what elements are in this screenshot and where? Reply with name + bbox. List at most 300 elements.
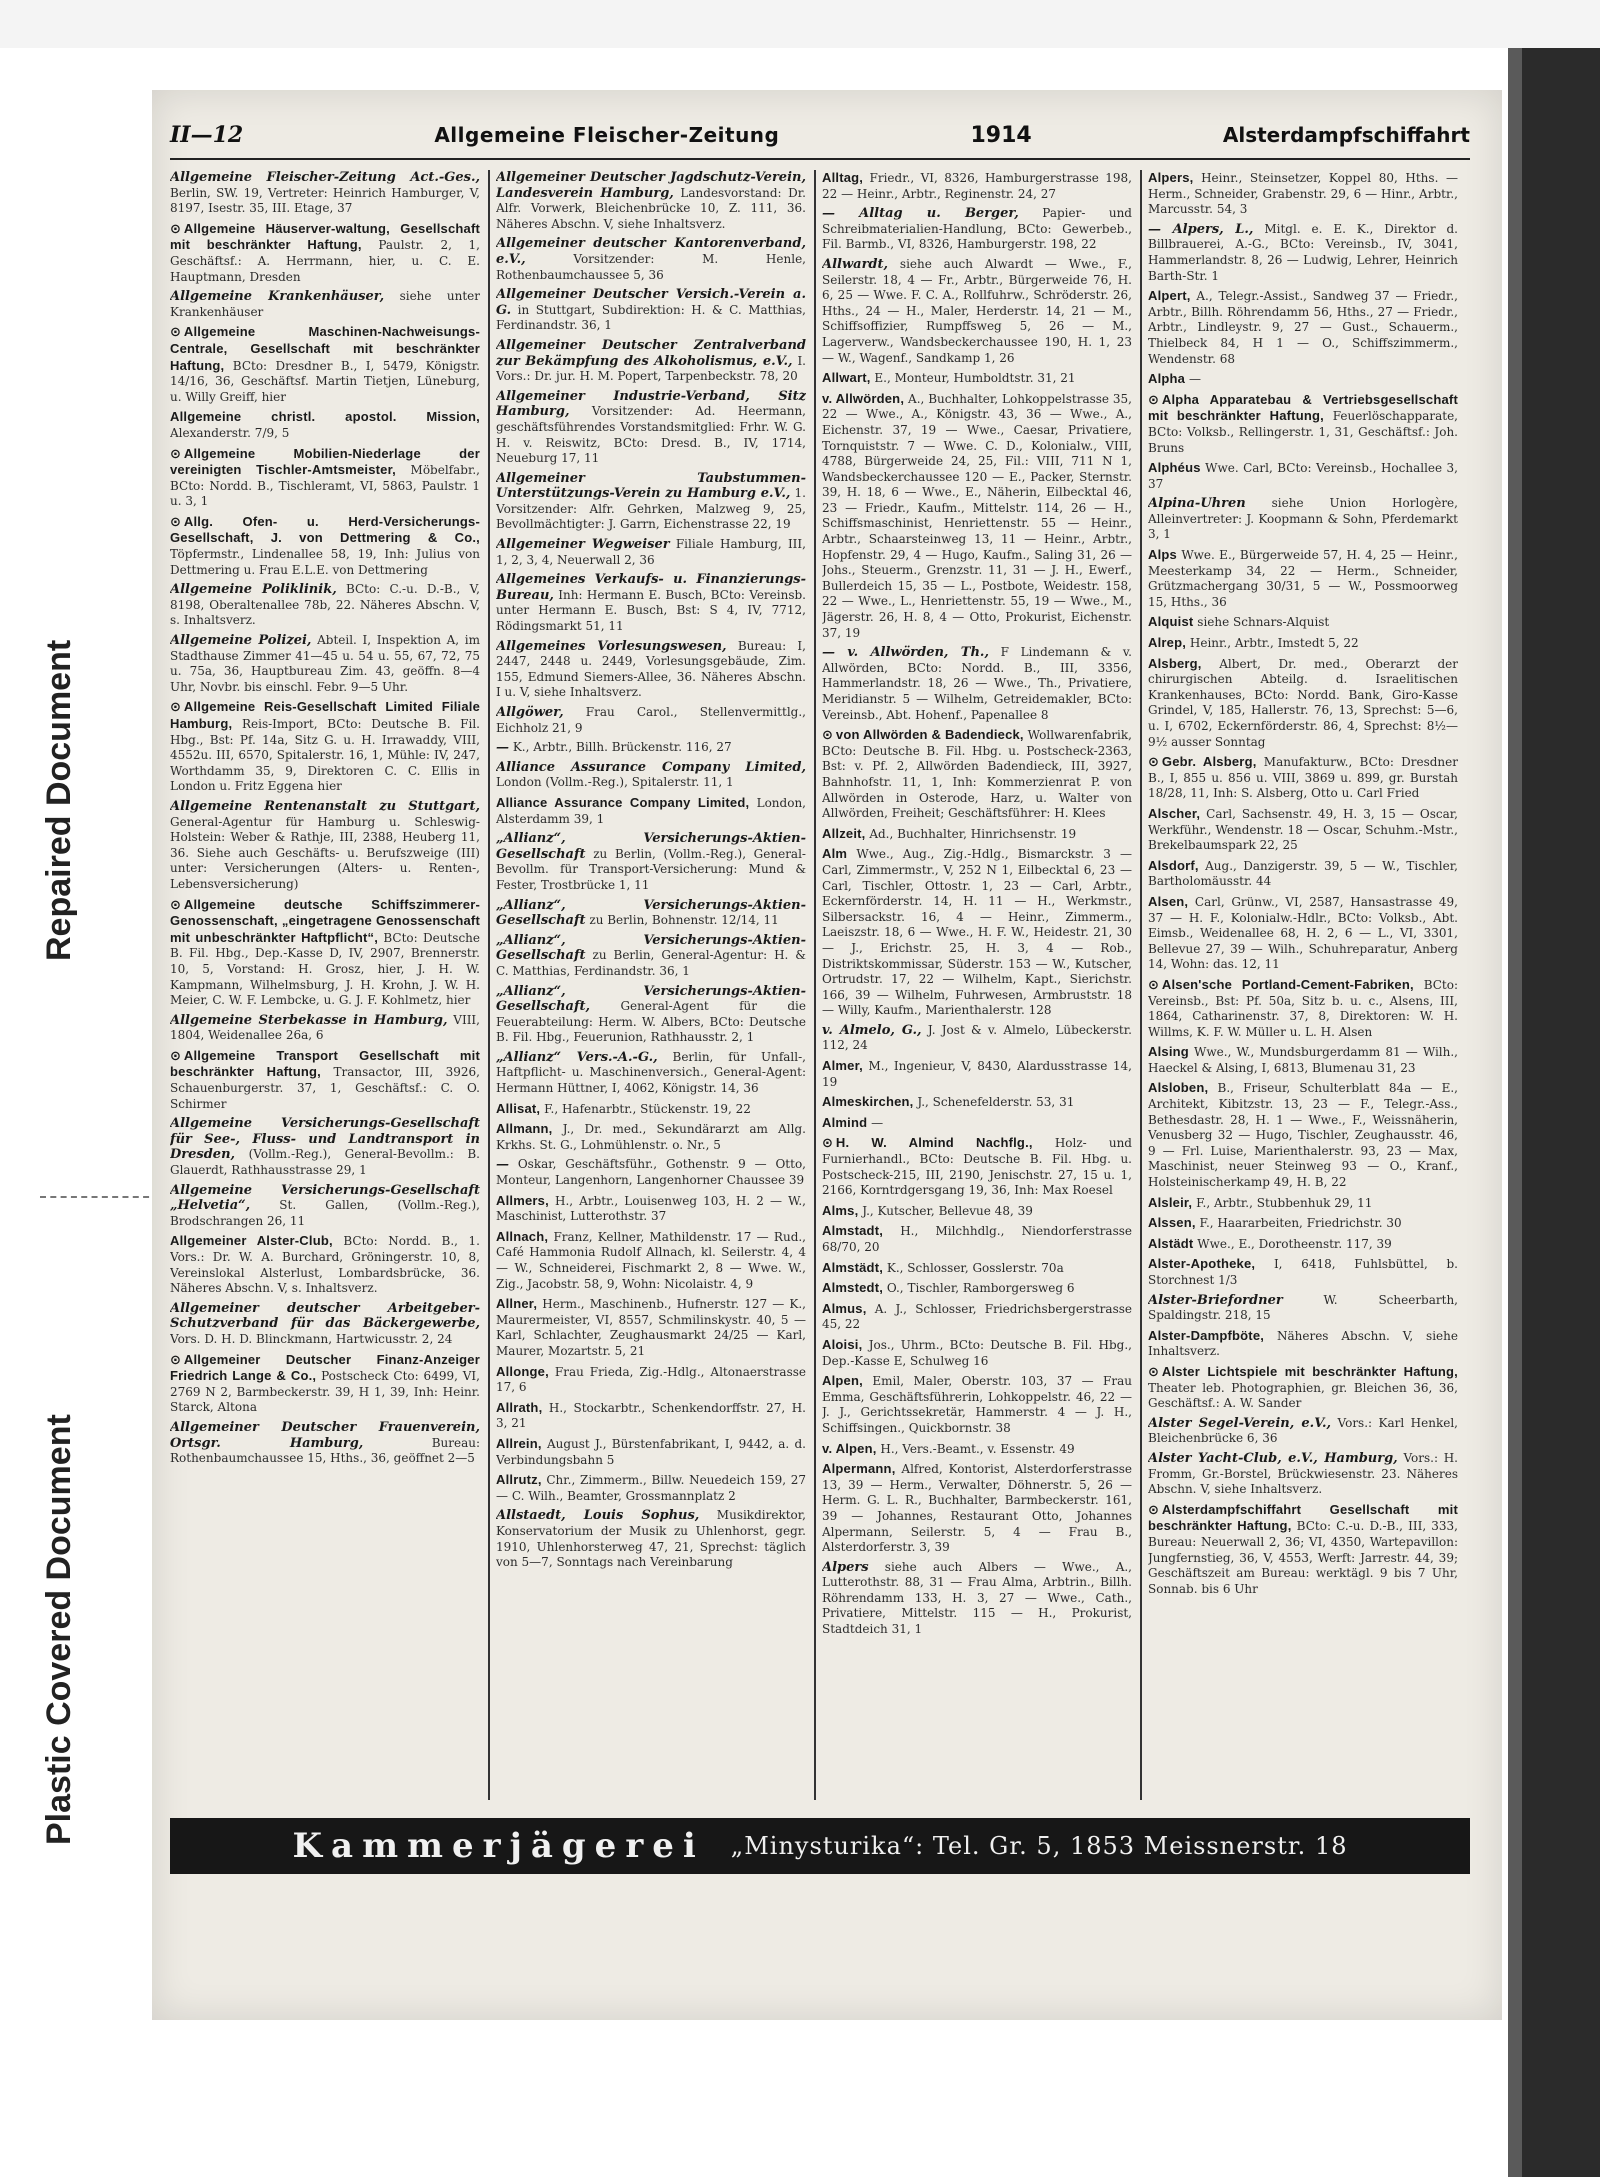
entry-text: Holz- und Furnierhandl., BCto: Deutsche B. Fil. Hbg. u. Postscheck-215, III, 2190, Jenischstr. 27, 15 u. 1, 2166, Korntrdgersgang 19, 36, Inh: Max Roesel <box>822 1136 1132 1198</box>
directory-entry <box>822 1560 1132 1638</box>
entry-heading: Gebr. Alsberg, <box>1161 754 1257 770</box>
entry-heading: Alpen, <box>822 1373 863 1389</box>
directory-entry <box>496 1508 806 1570</box>
directory-entry <box>822 846 1132 1019</box>
directory-columns <box>170 170 1472 1800</box>
footer-advertisement <box>170 1818 1470 1874</box>
directory-entry <box>170 1420 480 1467</box>
entry-heading: Alpert, <box>1148 288 1191 304</box>
directory-entry <box>170 324 480 405</box>
directory-entry <box>496 389 806 467</box>
entry-heading: Alster-Dampfböte, <box>1148 1327 1265 1343</box>
entry-text: Bureau: Rothenbaumchaussee 15, Hths., 36, geöffnet 2—5 <box>170 1435 480 1466</box>
entry-text: August J., Bürstenfabrikant, I, 9442, a. d. Verbindungsbahn 5 <box>496 1436 806 1467</box>
directory-entry <box>822 1441 1132 1458</box>
circle-marker-icon: ⊙ <box>1148 392 1159 408</box>
circle-marker-icon: ⊙ <box>822 728 833 744</box>
entry-text: Theater leb. Photographien, gr. Bleichen 36, 36, Geschäftsf.: A. W. Sander <box>1148 1380 1458 1411</box>
entry-heading: — Alltag u. Berger, <box>822 206 1019 222</box>
directory-entry <box>1148 977 1458 1040</box>
entry-text: Albert, Dr. med., Oberarzt der chirurgischen Abteilg. d. Israelitischen Krankenhauses, BCto: Nordd. Bank, Giro-Kasse Grindel, V, 185, Hallerstr. 76, 13, Sprechst: 5—6, u. I, 6702, Eckernförderstr. 86, 4, Sprechst: 8½—9½ ausser Sonntag <box>1148 656 1458 749</box>
entry-heading: Allgemeine Sterbekasse in Hamburg, <box>170 1012 448 1028</box>
directory-entry <box>1148 894 1458 973</box>
circle-marker-icon: ⊙ <box>170 1352 181 1368</box>
directory-entry <box>496 572 806 634</box>
entry-text: General-Agent für die Feuerabteilung: Herm. W. Albers, BCto: Deutsche B. Fil. Hbg., Feuerunion, Rathhausstr. 2, 1 <box>496 999 806 1045</box>
entry-text: Inh: Hermann E. Busch, BCto: Vereinsb. unter Hermann E. Busch, Bst: S 4, IV, 7712, Rödingsmarkt 51, 11 <box>496 587 806 634</box>
entry-text: A., Telegr.-Assist., Sandweg 37 — Friedr., Arbtr., Billh. Röhrendamm 56, Hths., 27 — Friedr., Arbtr., Lindleystr. 9, 27 — Gust., Schauerm., Thielbeck 84, H 1 — O., Schiffszimmerm., Wendenstr. 68 <box>1148 289 1458 366</box>
entry-heading: Allmann, <box>496 1121 553 1137</box>
entry-heading: Allgemeine Reis-Gesellschaft Limited Filiale Hamburg, <box>170 699 480 731</box>
entry-heading: Allgemeiner Deutscher Zentralverband zur Bekämpfung des Alkoholismus, e.V., <box>496 337 806 369</box>
directory-entry <box>496 1121 806 1153</box>
entry-heading: Allgemeine Polizei, <box>170 633 312 649</box>
entry-heading: Aloisi, <box>822 1336 863 1352</box>
column-rule <box>814 170 816 1800</box>
entry-text: Papier- und Schreibmaterialien-Handlung, BCto: Gewerbeb., Fil. Barmb., VI, 8326, Hamburgerstr. 198, 22 <box>822 206 1132 252</box>
circle-marker-icon: ⊙ <box>170 325 181 341</box>
column-3 <box>822 170 1132 1800</box>
entry-text: (Vollm.-Reg.), General-Bevollm.: B. Glauerdt, Rathhausstrasse 29, 1 <box>170 1147 480 1178</box>
entry-text: Wwe., E., Dorotheenstr. 117, 39 <box>1197 1236 1392 1251</box>
entry-heading: Alsleir, <box>1148 1194 1193 1210</box>
entry-heading: Almind <box>822 1114 868 1130</box>
circle-marker-icon: ⊙ <box>170 1048 181 1064</box>
entry-heading: Alster-Apotheke, <box>1148 1256 1256 1272</box>
entry-text: H., Vers.-Beamt., v. Essenstr. 49 <box>880 1441 1075 1456</box>
circle-marker-icon: ⊙ <box>1148 1502 1159 1518</box>
directory-entry <box>496 287 806 334</box>
entry-heading: Allwardt, <box>822 256 889 272</box>
directory-entry <box>496 338 806 385</box>
circle-marker-icon: ⊙ <box>822 1136 833 1152</box>
entry-heading: — v. Allwörden, Th., <box>822 645 989 661</box>
directory-entry <box>1148 1215 1458 1232</box>
directory-entry <box>496 760 806 791</box>
directory-entry <box>496 898 806 929</box>
directory-entry <box>822 1260 1132 1277</box>
entry-heading: Alrep, <box>1148 635 1187 651</box>
directory-entry <box>1148 754 1458 802</box>
entry-text: siehe unter Krankenhäuser <box>170 289 480 319</box>
entry-text: Wwe. Carl, BCto: Vereinsb., Hochallee 3, 37 <box>1148 461 1458 491</box>
entry-text: Töpfermstr., Lindenallee 58, 19, Inh: Julius von Dettmering u. Frau E.L.E. von Dettmering <box>170 547 480 577</box>
circle-marker-icon: ⊙ <box>1148 977 1159 993</box>
directory-entry <box>1148 1451 1458 1498</box>
side-label-repaired: Repaired Document <box>40 639 78 961</box>
directory-entry <box>822 391 1132 642</box>
entry-heading: Allgemeiner Deutscher Versich.-Verein a. G. <box>496 287 806 318</box>
entry-heading: Alpers, <box>1148 170 1194 185</box>
entry-heading: Allnach, <box>496 1228 549 1244</box>
entry-text: Möbelfabr., BCto: Nordd. B., Tischleramt, VI, 5863, Paulstr. 1 u. 3, 1 <box>170 463 480 509</box>
entry-text: Reis-Import, BCto: Deutsche B. Fil. Hbg., Bst: Pf. 14a, Sitz G. u. H. Irrawaddy, VIII, 4552u. III, 6570, Spitalerstr. 16, 1, Mühle: IV, 247, Worthdamm 35, 9, Direktoren C. C. Ellis in London u. Fritz Eggena hier <box>170 717 480 794</box>
header-last-entry: Alsterdampfschiffahrt <box>1222 123 1470 147</box>
entry-heading: — <box>496 740 509 756</box>
entry-heading: Allgemeines Vorlesungswesen, <box>496 638 727 654</box>
entry-text: Wollwarenfabrik, BCto: Deutsche B. Fil. Hbg. u. Postscheck-2363, Bst: v. Pf. 2, Allwörden Badendieck, III, 3927, Bahnhofstr. 11, 1, Inh: Kommerzienrat P. von Allwörden in Osterode, Harz, u. Walter von Allwörden, Freiheit; Geschäftsführer: H. Klees <box>822 728 1132 821</box>
entry-heading: Allgemeiner Wegweiser <box>496 537 670 553</box>
directory-entry <box>170 799 480 893</box>
entry-heading: Alps <box>1148 547 1177 563</box>
entry-heading: Alssen, <box>1148 1215 1196 1231</box>
directory-entry <box>822 826 1132 843</box>
entry-heading: Allzeit, <box>822 825 866 841</box>
entry-text: Berlin, für Unfall-, Haftpflicht- u. Maschinenversich., General-Agent: Hermann Hüttner, I, 4062, Königstr. 14, 36 <box>496 1049 806 1096</box>
entry-heading: „Allianz“, Versicherungs-Aktien-Gesellschaft <box>496 897 806 929</box>
entry-text: Näheres Abschn. V, siehe Inhaltsverz. <box>1148 1328 1458 1359</box>
entry-heading: Alpers <box>822 1559 869 1575</box>
scan-top-margin <box>0 0 1600 48</box>
entry-text: Frau Frieda, Zig.-Hdlg., Altonaerstrasse 17, 6 <box>496 1364 806 1395</box>
entry-text: Jos., Uhrm., BCto: Deutsche B. Fil. Hbg., Dep.-Kasse E, Schulweg 16 <box>822 1337 1132 1368</box>
entry-text: siehe auch Albers — Wwe., A., Lutterothstr. 88, 31 — Frau Alma, Arbtrin., Billh. Röhrendamm 133, H. 3, 27 — Wwe., Cath., Privatiere, Mittelstr. 115 — H., Prokurist, Stadtdeich 31, 1 <box>822 1559 1132 1637</box>
entry-heading: Alpha <box>1148 371 1186 387</box>
entry-text: J., Dr. med., Sekundärarzt am Allg. Krkhs. St. G., Lohmühlenstr. o. Nr., 5 <box>496 1122 806 1152</box>
entry-text: Feuerlöschapparate, BCto: Volksb., Rellingerstr. 1, 31, Geschäftsf.: Joh. Bruns <box>1148 409 1458 455</box>
directory-entry <box>496 1436 806 1468</box>
entry-heading: Alsen'sche Portland-Cement-Fabriken, <box>1161 976 1414 992</box>
directory-entry <box>822 1115 1132 1132</box>
entry-heading: Alliance Assurance Company Limited, <box>496 759 806 775</box>
column-rule <box>1140 170 1142 1800</box>
entry-heading: Alster-Briefordner <box>1148 1292 1283 1308</box>
entry-text: Vors. D. H. D. Blinckmann, Hartwicusstr. 2, 24 <box>170 1331 453 1346</box>
entry-heading: Allstaedt, Louis Sophus, <box>496 1508 700 1524</box>
entry-heading: Allmers, <box>496 1192 549 1208</box>
directory-entry <box>496 471 806 533</box>
entry-heading: von Allwörden & Badendieck, <box>835 727 1024 743</box>
entry-text: zu Berlin, (Vollm.-Reg.), General-Bevollm. für Transport-Versicherung: Mund & Fester, Trostbrücke 1, 11 <box>496 846 806 892</box>
entry-text: Postscheck Cto: 6499, VI, 2769 N 2, Barmbeckerstr. 39, H 1, 39, Inh: Heinr. Starck, Altona <box>170 1369 480 1415</box>
running-header <box>170 122 1470 160</box>
entry-text: Vorsitzender: Ad. Heermann, geschäftsführendes Vorstandsmitglied: Frhr. W. G. H. v. Reiswitz, BCto: Dresd. B., IV, 1714, Neueburg 17, 11 <box>496 404 806 466</box>
directory-entry <box>496 236 806 283</box>
directory-entry <box>496 1101 806 1118</box>
entry-text: Ad., Buchhalter, Hinrichsenstr. 19 <box>869 826 1077 841</box>
directory-entry <box>1148 460 1458 492</box>
circle-marker-icon: ⊙ <box>170 897 181 913</box>
entry-heading: Allgemeine Mobilien-Niederlage der vereinigten Tischler-Amtsmeister, <box>170 445 480 478</box>
directory-entry <box>170 582 480 629</box>
entry-text: Aug., Danzigerstr. 39, 5 — W., Tischler, Bartholomäusstr. 44 <box>1148 858 1458 889</box>
circle-marker-icon: ⊙ <box>170 700 181 716</box>
directory-entry <box>822 206 1132 253</box>
directory-entry <box>496 1472 806 1504</box>
directory-entry <box>1148 1236 1458 1253</box>
entry-heading: Alster Segel-Verein, e.V., <box>1148 1415 1332 1431</box>
directory-entry <box>822 1023 1132 1054</box>
entry-heading: Almeskirchen, <box>822 1094 914 1110</box>
entry-heading: Allgemeine Rentenanstalt zu Stuttgart, <box>170 798 480 814</box>
entry-heading: Allgemeiner Deutscher Finanz-Anzeiger Friedrich Lange & Co., <box>170 1351 480 1384</box>
entry-heading: Alpha Apparatebau & Vertriebsgesellschaft mit beschränkter Haftung, <box>1148 391 1458 424</box>
entry-heading: Alsing <box>1148 1044 1189 1060</box>
directory-entry <box>496 1400 806 1432</box>
entry-heading: Allgemeine deutsche Schiffszimmerer-Genossenschaft, „eingetragene Genossenschaft mit unbeschränkter Haftpflicht“, <box>170 896 480 945</box>
directory-entry <box>822 1058 1132 1090</box>
entry-text: siehe Schnars-Alquist <box>1197 615 1330 630</box>
directory-entry <box>1148 1080 1458 1190</box>
entry-heading: Alsloben, <box>1148 1080 1209 1096</box>
directory-entry <box>1148 635 1458 652</box>
directory-entry <box>1148 858 1458 890</box>
entry-heading: Allwart, <box>822 370 871 386</box>
entry-text: London, Alsterdamm 39, 1 <box>496 795 806 826</box>
entry-text: F., Haararbeiten, Friedrichstr. 30 <box>1199 1216 1402 1231</box>
directory-entry <box>496 1364 806 1396</box>
directory-entry <box>170 409 480 441</box>
entry-text: O., Tischler, Ramborgersweg 6 <box>886 1281 1075 1296</box>
directory-entry <box>1148 656 1458 751</box>
directory-entry <box>1148 371 1458 388</box>
entry-text: siehe Union Horlogère, Alleinvertreter: J. Koopmann & Sohn, Pferdemarkt 3, 1 <box>1148 496 1458 542</box>
entry-text: Frau Carol., Stellenvermittlg., Eichholz 21, 9 <box>496 705 806 735</box>
entry-heading: Alsen, <box>1148 893 1189 909</box>
entry-text: E., Monteur, Humboldtstr. 31, 21 <box>874 371 1076 386</box>
entry-text: Transactor, III, 3926, Schauenburgerstr. 37, 1, Geschäftsf.: C. O. Schirmer <box>170 1065 480 1111</box>
header-year: 1914 <box>970 123 1032 148</box>
entry-heading: Almer, <box>822 1058 863 1074</box>
side-label-plastic: Plastic Covered Document <box>40 1414 78 1846</box>
entry-text: London (Vollm.-Reg.), Spitalerstr. 11, 1 <box>496 775 734 790</box>
directory-entry <box>1148 1364 1458 1412</box>
entry-heading: Alsterdampfschiffahrt Gesellschaft mit beschränkter Haftung, <box>1148 1501 1458 1534</box>
scanned-page <box>152 90 1502 2020</box>
entry-text: I. Vors.: Dr. jur. H. M. Popert, Tarpenbeckstr. 78, 20 <box>496 353 806 384</box>
entry-text: siehe auch Alwardt — Wwe., F., Seilerstr. 18, 4 — Fr., Arbtr., Bürgerweide 76, H. 6, 25 — Wwe. F. C. A., Rollfuhrw., Schröderstr. 26, Hths., 24 — H., Maler, Herderstr. 14, 21 — M., Schiffsoffizier, Rumpffsweg 5, 26 — M., Lagerverw., Wandsbeckerchaussee 190, H. 1, 23 — W., Wagenf., Sandkamp 1, 26 <box>822 256 1132 365</box>
entry-text: Vorsitzender: M. Henle, Rothenbaumchaussee 5, 36 <box>496 251 806 282</box>
ad-title: Kammerjägerei <box>292 1826 705 1866</box>
entry-text: Mitgl. e. E. K., Direktor d. Billbrauerei, A.-G., BCto: Vereinsb., IV, 3041, Hammerlandstr. 8, 26 — Ludwig, Lehrer, Heinrich Barth-Str. 1 <box>1148 221 1458 283</box>
entry-heading: Almstadt, <box>822 1223 884 1239</box>
entry-heading: Alquist <box>1148 614 1194 630</box>
entry-heading: Almstädt, <box>822 1259 884 1275</box>
entry-text: Heinr., Arbtr., Imstedt 5, 22 <box>1189 636 1359 651</box>
entry-text: BCto: Dresdner B., I, 5479, Königstr. 14/16, 36, Geschäftsf. Martin Tietjen, Lüneburg, u. Willy Greiff, hier <box>170 358 480 404</box>
entry-text: General-Agentur für Hamburg u. Schleswig-Holstein: Weber & Rathje, III, 2388, Heuberg 11, 36. Siehe auch Geschäfts- u. Berufszweige (III) unter: Versicherungen (Alters- u. Renten-, Lebensversicherung) <box>170 814 480 891</box>
entry-heading: „Allianz“, Versicherungs-Aktien-Gesellschaft <box>496 932 806 964</box>
entry-text: Carl, Grünw., VI, 2587, Hansastrasse 49, 37 — H. F., Kolonialw.-Hdlr., BCto: Volksb., Abt. Eimsb., Weidenallee 68, H. 2, 6 — L., VI, 3301, Bellevue 27, 39 — Wilh., Schuhreparatur, Anberg 14, Wohn: das. 12, 11 <box>1148 894 1458 972</box>
entry-text: Berlin, SW. 19, Vertreter: Heinrich Hamburger, V, 8197, Isestr. 35, III. Etage, 37 <box>170 185 480 216</box>
entry-text: M., Ingenieur, V, 8430, Alardusstrasse 14, 19 <box>822 1059 1132 1089</box>
directory-entry <box>170 1183 480 1230</box>
directory-entry <box>170 1116 480 1178</box>
directory-entry <box>496 705 806 736</box>
directory-entry <box>822 727 1132 822</box>
entry-text: F., Hafenarbtr., Stückenstr. 19, 22 <box>544 1101 751 1116</box>
entry-text: Vors.: Karl Henkel, Bleichenbrücke 6, 36 <box>1148 1415 1458 1446</box>
entry-heading: Alpina-Uhren <box>1148 496 1246 512</box>
directory-entry <box>1148 288 1458 367</box>
entry-heading: Almstedt, <box>822 1280 884 1296</box>
directory-entry <box>496 639 806 701</box>
directory-entry <box>496 1050 806 1097</box>
directory-entry <box>496 1229 806 1292</box>
entry-heading: Allgemeiner deutscher Arbeitgeber-Schutzverband für das Bäckergewerbe, <box>170 1300 480 1332</box>
entry-text: J., Schenefelderstr. 53, 31 <box>917 1095 1075 1110</box>
entry-text: Abteil. I, Inspektion A, im Stadthause Zimmer 41—45 u. 54 u. 55, 67, 72, 75 u. 75a, 36, Hauptbureau Zim. 43, geöffn. 8—4 Uhr, Novbr. bis einschl. Febr. 9—5 Uhr. <box>170 633 480 694</box>
entry-heading: Allgemeiner Industrie-Verband, Sitz Hamburg, <box>496 388 806 420</box>
entry-heading: Allgemeine christl. apostol. Mission, <box>170 409 480 425</box>
entry-heading: Alpermann, <box>822 1461 896 1477</box>
entry-text: K., Schlosser, Gosslerstr. 70a <box>886 1260 1064 1275</box>
scan-dark-edge <box>1520 48 1600 2177</box>
directory-entry <box>1148 1195 1458 1212</box>
entry-text: Bureau: I, 2447, 2448 u. 2449, Vorlesungsgebäude, Zim. 155, Edmund Siemers-Allee, 36. Näheres Abschn. I u. V, siehe Inhaltsverz. <box>496 638 806 700</box>
entry-heading: Allgemeine Versicherungs-Gesellschaft „Helvetia“, <box>170 1182 480 1214</box>
directory-entry <box>822 257 1132 366</box>
directory-entry <box>170 1352 480 1416</box>
directory-entry <box>496 933 806 980</box>
directory-entry <box>1148 614 1458 631</box>
directory-entry <box>822 370 1132 387</box>
directory-entry <box>822 1203 1132 1220</box>
entry-text: J. Jost & v. Almelo, Lübeckerstr. 112, 24 <box>822 1022 1132 1053</box>
entry-text: St. Gallen, (Vollm.-Reg.), Brodschrangen 26, 11 <box>170 1198 480 1228</box>
directory-entry <box>822 1094 1132 1111</box>
entry-text: A., Buchhalter, Lohkoppelstrasse 35, 22 — Wwe., A., Königstr. 43, 36 — Wwe., A., Eichenstr. 37, 19 — Wwe., Caesar, Privatiere, Tornquiststr. 7 — Wwe. C. D., Kolonialw., VIII, 4788, Bürgerweide 24, 25, Fil.: VIII, 711 N 1, Wandsbeckerchaussee 120 — E., Packer, Sternstr. 39, H. 18, 6 — Wwe., E., Näherin, Eilbecktal 46, 23 — Friedr., Kaufm., Mittelstr. 114, 26 — H., Schiffsmaschinist, Henriettenstr. 55 — Heinr., Arbtr., Schaarsteinweg 13, 11 — Heinr., Arbtr., Hopfenstr. 29, 4 — Hugo, Kaufm., Saling 31, 26 — Johs., Steuerm., Grenzstr. 11, 31 — J. H., Ewerf., Bullerdeich 15, 35 — L., Postbote, Weidestr. 158, 22 — Wwe., L., Henriettenstr. 55, 19 — Wwe., M., Jägerstr. 26, H. 8, 4 — Otto, Prokurist, Eichenstr. 37, 19 <box>822 391 1132 640</box>
directory-entry <box>170 446 480 510</box>
directory-entry <box>822 1280 1132 1297</box>
directory-entry <box>822 1135 1132 1198</box>
column-4 <box>1148 170 1458 1800</box>
directory-entry <box>170 897 480 1009</box>
directory-entry <box>170 699 480 795</box>
directory-entry <box>170 633 480 695</box>
side-labels <box>40 520 130 1940</box>
column-2 <box>496 170 806 1800</box>
entry-text: Filiale Hamburg, III, 1, 2, 3, 4, Neuerwall 2, 36 <box>496 537 806 567</box>
entry-heading: Alsberg, <box>1148 655 1202 671</box>
directory-entry <box>1148 170 1458 218</box>
entry-text: — <box>871 1115 884 1130</box>
entry-text: Chr., Zimmerm., Billw. Neuedeich 159, 27 — C. Wilh., Beamter, Grossmannplatz 2 <box>496 1473 806 1503</box>
directory-entry <box>496 1296 806 1359</box>
column-rule <box>488 170 490 1800</box>
entry-text: BCto: Nordd. B., 1. Vors.: Dr. W. A. Burchard, Gröningerstr. 10, 8, Vereinslokal Alsterlust, Lombardsbrücke, 36. Näheres Abschn. V, s. Inhaltsverz. <box>170 1234 480 1296</box>
entry-text: zu Berlin, Bohnenstr. 12/14, 11 <box>589 913 779 928</box>
directory-entry <box>1148 806 1458 854</box>
entry-heading: Allgemeiner Deutscher Jagdschutz-Verein, Landesverein Hamburg, <box>496 170 806 201</box>
entry-text: H., Arbtr., Louisenweg 103, H. 2 — W., Maschinist, Lutterothstr. 37 <box>496 1193 806 1224</box>
directory-entry <box>496 170 806 232</box>
entry-heading: Allgemeiner deutscher Kantorenverband, e.V., <box>496 236 806 267</box>
directory-entry <box>496 1157 806 1188</box>
directory-entry <box>496 740 806 756</box>
entry-text: Manufakturw., BCto: Dresdner B., I, 855 u. 856 u. VIII, 3869 u. 899, gr. Burstah 18/28, 11, Inh: S. Alsberg, Otto u. Carl Fried <box>1148 755 1458 801</box>
entry-heading: „Allianz“ Vers.-A.-G., <box>496 1049 658 1065</box>
directory-entry <box>822 1373 1132 1436</box>
directory-entry <box>822 1223 1132 1255</box>
entry-text: Friedr., VI, 8326, Hamburgerstrasse 198, 22 — Heinr., Arbtr., Reginenstr. 24, 27 <box>822 171 1132 201</box>
entry-text: Alfred, Kontorist, Alsterdorferstrasse 13, 39 — Herm., Verwalter, Döhnerstr. 5, 26 — Herm. G. L. R., Buchhalter, Barmbeckerstr. 161, 39 — Johannes, Restaurant Otto, Johannes Alpermann, Seilerstr. 5, 4 — Frau B., Alsterdorferstr. 3, 39 <box>822 1462 1132 1555</box>
header-title: Allgemeine Fleischer-Zeitung <box>434 123 780 147</box>
entry-heading: Allgemeine Versicherungs-Gesellschaft für See-, Fluss- und Landtransport in Dresden, <box>170 1116 480 1163</box>
entry-heading: Alscher, <box>1148 805 1201 821</box>
entry-heading: Alphéus <box>1148 460 1201 476</box>
entry-heading: Alstädt <box>1148 1235 1194 1251</box>
entry-text: Vors.: H. Fromm, Gr.-Borstel, Brückwiesenstr. 23. Näheres Abschn. V, siehe Inhaltsverz. <box>1148 1450 1458 1497</box>
directory-entry <box>822 170 1132 202</box>
directory-entry <box>496 831 806 893</box>
entry-heading: Allgemeine Krankenhäuser, <box>170 289 385 305</box>
directory-entry <box>496 1193 806 1225</box>
entry-text: A. J., Schlosser, Friedrichsbergerstrasse 45, 22 <box>822 1301 1132 1332</box>
entry-heading: Allgemeine Poliklinik, <box>170 582 337 598</box>
entry-heading: — Alpers, L., <box>1148 221 1254 237</box>
circle-marker-icon: ⊙ <box>1148 1364 1159 1380</box>
entry-heading: Allgemeine Häuserver-waltung, Gesellschaft mit beschränkter Haftung, <box>170 220 480 253</box>
entry-heading: Alms, <box>822 1202 859 1218</box>
entry-heading: „Allianz“, Versicherungs-Aktien-Gesellschaft, <box>496 983 806 1015</box>
directory-entry <box>496 537 806 568</box>
entry-heading: v. Almelo, G., <box>822 1022 922 1038</box>
entry-heading: „Allianz“, Versicherungs-Aktien-Gesellschaft <box>496 831 806 862</box>
circle-marker-icon: ⊙ <box>1148 755 1159 771</box>
entry-text: in Stuttgart, Subdirektion: H. & C. Matthias, Ferdinandstr. 36, 1 <box>496 302 806 333</box>
circle-marker-icon: ⊙ <box>170 446 181 462</box>
directory-entry <box>170 514 480 578</box>
directory-entry <box>1148 1256 1458 1288</box>
entry-text: Heinr., Steinsetzer, Koppel 80, Hths. — Herm., Schneider, Grabenstr. 29, 6 — Hinr., Arbtr., Marcusstr. 54, 3 <box>1148 171 1458 217</box>
entry-heading: Allgemeine Transport Gesellschaft mit beschränkter Haftung, <box>170 1047 480 1080</box>
entry-heading: v. Allwörden, <box>822 390 905 406</box>
entry-heading: Allgemeiner Deutscher Frauenverein, Ortsgr. Hamburg, <box>170 1419 480 1451</box>
directory-entry <box>1148 392 1458 456</box>
page-number: II—12 <box>170 122 244 148</box>
circle-marker-icon: ⊙ <box>170 221 181 237</box>
directory-entry <box>170 170 480 217</box>
entry-heading: Allgemeiner Alster-Club, <box>170 1233 333 1249</box>
directory-entry <box>1148 1416 1458 1447</box>
directory-entry <box>1148 1328 1458 1360</box>
entry-text: BCto: C.-u. D.-B., III, 333, Bureau: Neuerwall 2, 36; VI, 4350, Wartepavillon: Jungfernstieg, 36, V, 4553, Werft: Jarrestr. 44, 39; Geschäftszeit am Bureau: werktägl. 9 bis 7 Uhr, Sonnab. bis 6 Uhr <box>1148 1519 1458 1596</box>
entry-heading: Almus, <box>822 1300 867 1316</box>
entry-text: BCto: Vereinsb., Bst: Pf. 50a, Sitz b. u. c., Alsens, III, 1864, Catharinenstr. 37, 8, Direktoren: W. H. Willms, K. F. W. Müller u. L. H. Alsen <box>1148 977 1458 1039</box>
entry-text: I, 6418, Fuhlsbüttel, b. Storchnest 1/3 <box>1148 1257 1458 1287</box>
ad-details: „Minysturika“: Tel. Gr. 5, 1853 Meissnerstr. 18 <box>730 1832 1348 1860</box>
entry-text: Paulstr. 2, 1, Geschäftsf.: A. Herrmann, hier, u. C. E. Hauptmann, Dresden <box>170 238 480 284</box>
entry-heading: Allisat, <box>496 1100 541 1116</box>
directory-entry <box>1148 222 1458 284</box>
directory-entry <box>822 1301 1132 1333</box>
entry-heading: — <box>496 1157 509 1173</box>
entry-text: zu Berlin, General-Agentur: H. & C. Matthias, Ferdinandstr. 36, 1 <box>496 948 806 978</box>
entry-text: Oskar, Geschäftsführ., Gothenstr. 9 — Otto, Monteur, Langenhorn, Langenhorner Chaussee 39 <box>496 1157 806 1188</box>
directory-entry <box>170 1013 480 1044</box>
entry-text: H., Milchhdlg., Niendorferstrasse 68/70, 20 <box>822 1224 1132 1254</box>
entry-text: W. Scheerbarth, Spaldingstr. 218, 15 <box>1148 1292 1458 1323</box>
entry-text: H., Stockarbtr., Schenkendorffstr. 27, H. 3, 21 <box>496 1400 806 1431</box>
directory-entry <box>170 1301 480 1348</box>
entry-heading: Allgemeiner Taubstummen-Unterstützungs-Verein zu Hamburg e.V., <box>496 470 806 502</box>
entry-heading: Allrein, <box>496 1435 542 1451</box>
entry-text: B., Friseur, Schulterblatt 84a — E., Architekt, Kibitzstr. 13, 23 — F., Telegr.-Ass., Bethesdastr. 28, H. 1 — Wwe., F., Weissnäherin, Venusberg 32 — Hugo, Tischler, Zeughausstr. 46, 9 — Frl. Luise, Marienthalerstr. 93, 23 — Max, Maschinist, neuer Steinweg 93 — O., Kranf., Holsteinischerkamp 49, H. B, 22 <box>1148 1081 1458 1190</box>
entry-text: Emil, Maler, Oberstr. 103, 37 — Frau Emma, Geschäftsführerin, Lohkoppelstr. 46, 22 — J. J., Gerichtssekretär, Hammerstr. 4 — J. H., Schiffsingen., Quickbornstr. 38 <box>822 1374 1132 1435</box>
entry-heading: v. Alpen, <box>822 1440 877 1456</box>
entry-text: Wwe., Aug., Zig.-Hdlg., Bismarckstr. 3 — Carl, Zimmermstr., V, 252 N 1, Eilbecktal 6, 23 — Carl, Tischler, Ottostr. 1, 23 — Carl, Arbtr., Eckernförderstr. 14, H. 11 — H., Werkmstr., Silbersackstr. 16, 4 — Heinr., Zimmerm., Laeiszstr. 18, 6 — Wwe., H. F. W., Heidestr. 21, 30 — J., Erichstr. 25, H. 3, 4 — Rob., Distriktskommissar, Süderstr. 153 — W., Kutscher, Ortrudstr. 17, 22 — Wilhelm, Kapt., Sierichstr. 166, 39 — Wilhelm, Fuhrwesen, Armbruststr. 18 — Willy, Kaufm., Marienthalerstr. 128 <box>822 847 1132 1018</box>
directory-entry <box>170 221 480 285</box>
entry-text: Alexanderstr. 7/9, 5 <box>170 425 290 440</box>
scan-edge-shadow <box>1508 48 1522 2177</box>
directory-entry <box>170 1048 480 1112</box>
directory-entry <box>1148 496 1458 543</box>
directory-entry <box>496 984 806 1046</box>
entry-text: BCto: Deutsche B. Fil. Hbg., Dep.-Kasse D, IV, 2907, Brennerstr. 10, 5, Vorstand: H. Grosz, hier, J. H. W. Kampmann, Wilhelmsburg, J. H. Krohn, J. W. H. Meier, C. W. F. Lembcke, u. G. J. F. Kohlmetz, hier <box>170 930 480 1008</box>
entry-text: F Lindemann & v. Allwörden, BCto: Nordd. B., III, 3356, Hammerlandstr. 18, 26 — Wwe., Th., Privatiere, Meridianstr. 5 — Wilhelm, Getreidemakler, BCto: Vereinsb., Abt. Hohenf., Papenallee 8 <box>822 645 1132 722</box>
directory-entry <box>1148 1044 1458 1076</box>
